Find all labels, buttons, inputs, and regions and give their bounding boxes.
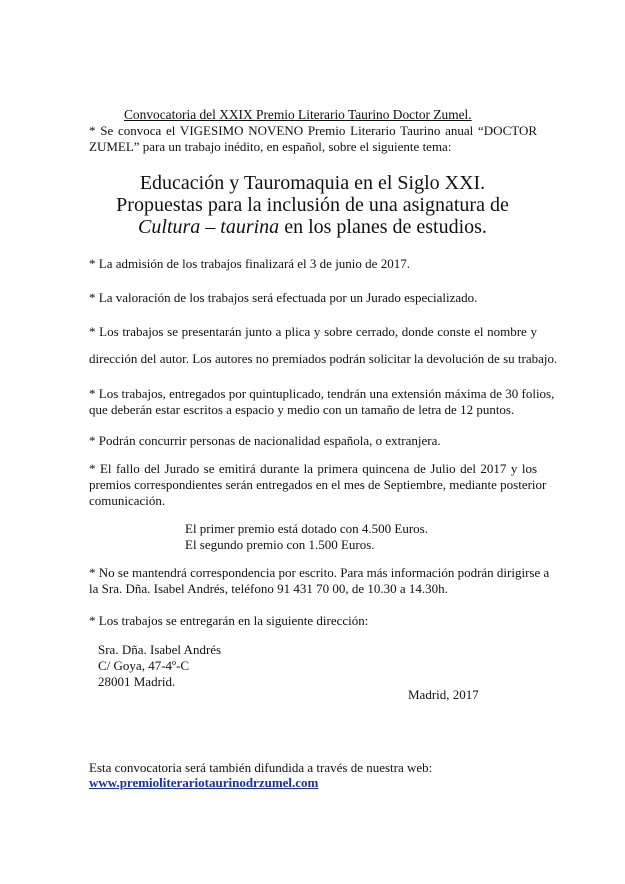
intro-line-1: * Se convoca el VIGESIMO NOVENO Premio Literario Taurino anual “DOCTOR <box>89 123 537 138</box>
theme-line-3 <box>0 216 625 238</box>
theme-italic-part: Cultura – taurina <box>138 216 280 238</box>
delivery-intro: * Los trabajos se entregarán en la siguiente dirección: <box>89 613 369 628</box>
rule-verdict-line-2: premios correspondientes serán entregados en el mes de Septiembre, mediante posterior <box>89 477 547 492</box>
first-prize: El primer premio está dotado con 4.500 Euros. <box>185 521 428 536</box>
rule-admission: * La admisión de los trabajos finalizará el 3 de junio de 2017. <box>89 256 410 271</box>
address-street: C/ Goya, 47-4º-C <box>98 658 190 673</box>
theme-line-1: Educación y Tauromaquia en el Siglo XXI. <box>139 172 486 194</box>
rule-jury: * La valoración de los trabajos será efectuada por un Jurado especializado. <box>89 290 478 305</box>
theme-rest-part: en los planes de estudios. <box>279 216 487 238</box>
rule-submission-line-1: * Los trabajos se presentarán junto a plica y sobre cerrado, donde conste el nombre y <box>89 324 537 339</box>
contact-line-1: * No se mantendrá correspondencia por escrito. Para más información podrán dirigirse a <box>89 565 550 580</box>
intro-line-2: ZUMEL” para un trabajo inédito, en español, sobre el siguiente tema: <box>89 139 452 154</box>
rule-format-line-1: * Los trabajos, entregados por quintuplicado, tendrán una extensión máxima de 30 folios, <box>89 386 555 401</box>
document-title: Convocatoria del XXIX Premio Literario Taurino Doctor Zumel. <box>124 107 472 122</box>
theme-line-2: Propuestas para la inclusión de una asignatura de <box>116 194 509 216</box>
rule-submission-line-2: dirección del autor. Los autores no premiados podrán solicitar la devolución de su trabajo. <box>89 351 558 366</box>
rule-format-line-2: que deberán estar escritos a espacio y medio con un tamaño de letra de 12 puntos. <box>89 402 515 417</box>
address-city: 28001 Madrid. <box>98 674 176 689</box>
rule-verdict-line-3: comunicación. <box>89 493 166 508</box>
place-date: Madrid, 2017 <box>408 687 479 702</box>
rule-verdict-line-1: * El fallo del Jurado se emitirá durante la primera quincena de Julio del 2017 y los <box>89 461 537 476</box>
web-note: Esta convocatoria será también difundida a través de nuestra web: <box>89 760 433 775</box>
website-link[interactable]: www.premioliterariotaurinodrzumel.com <box>89 775 319 790</box>
second-prize: El segundo premio con 1.500 Euros. <box>185 537 375 552</box>
rule-eligibility: * Podrán concurrir personas de nacionalidad española, o extranjera. <box>89 433 441 448</box>
contact-line-2: la Sra. Dña. Isabel Andrés, teléfono 91 431 70 00, de 10.30 a 14.30h. <box>89 581 448 596</box>
address-name: Sra. Dña. Isabel Andrés <box>98 642 222 657</box>
